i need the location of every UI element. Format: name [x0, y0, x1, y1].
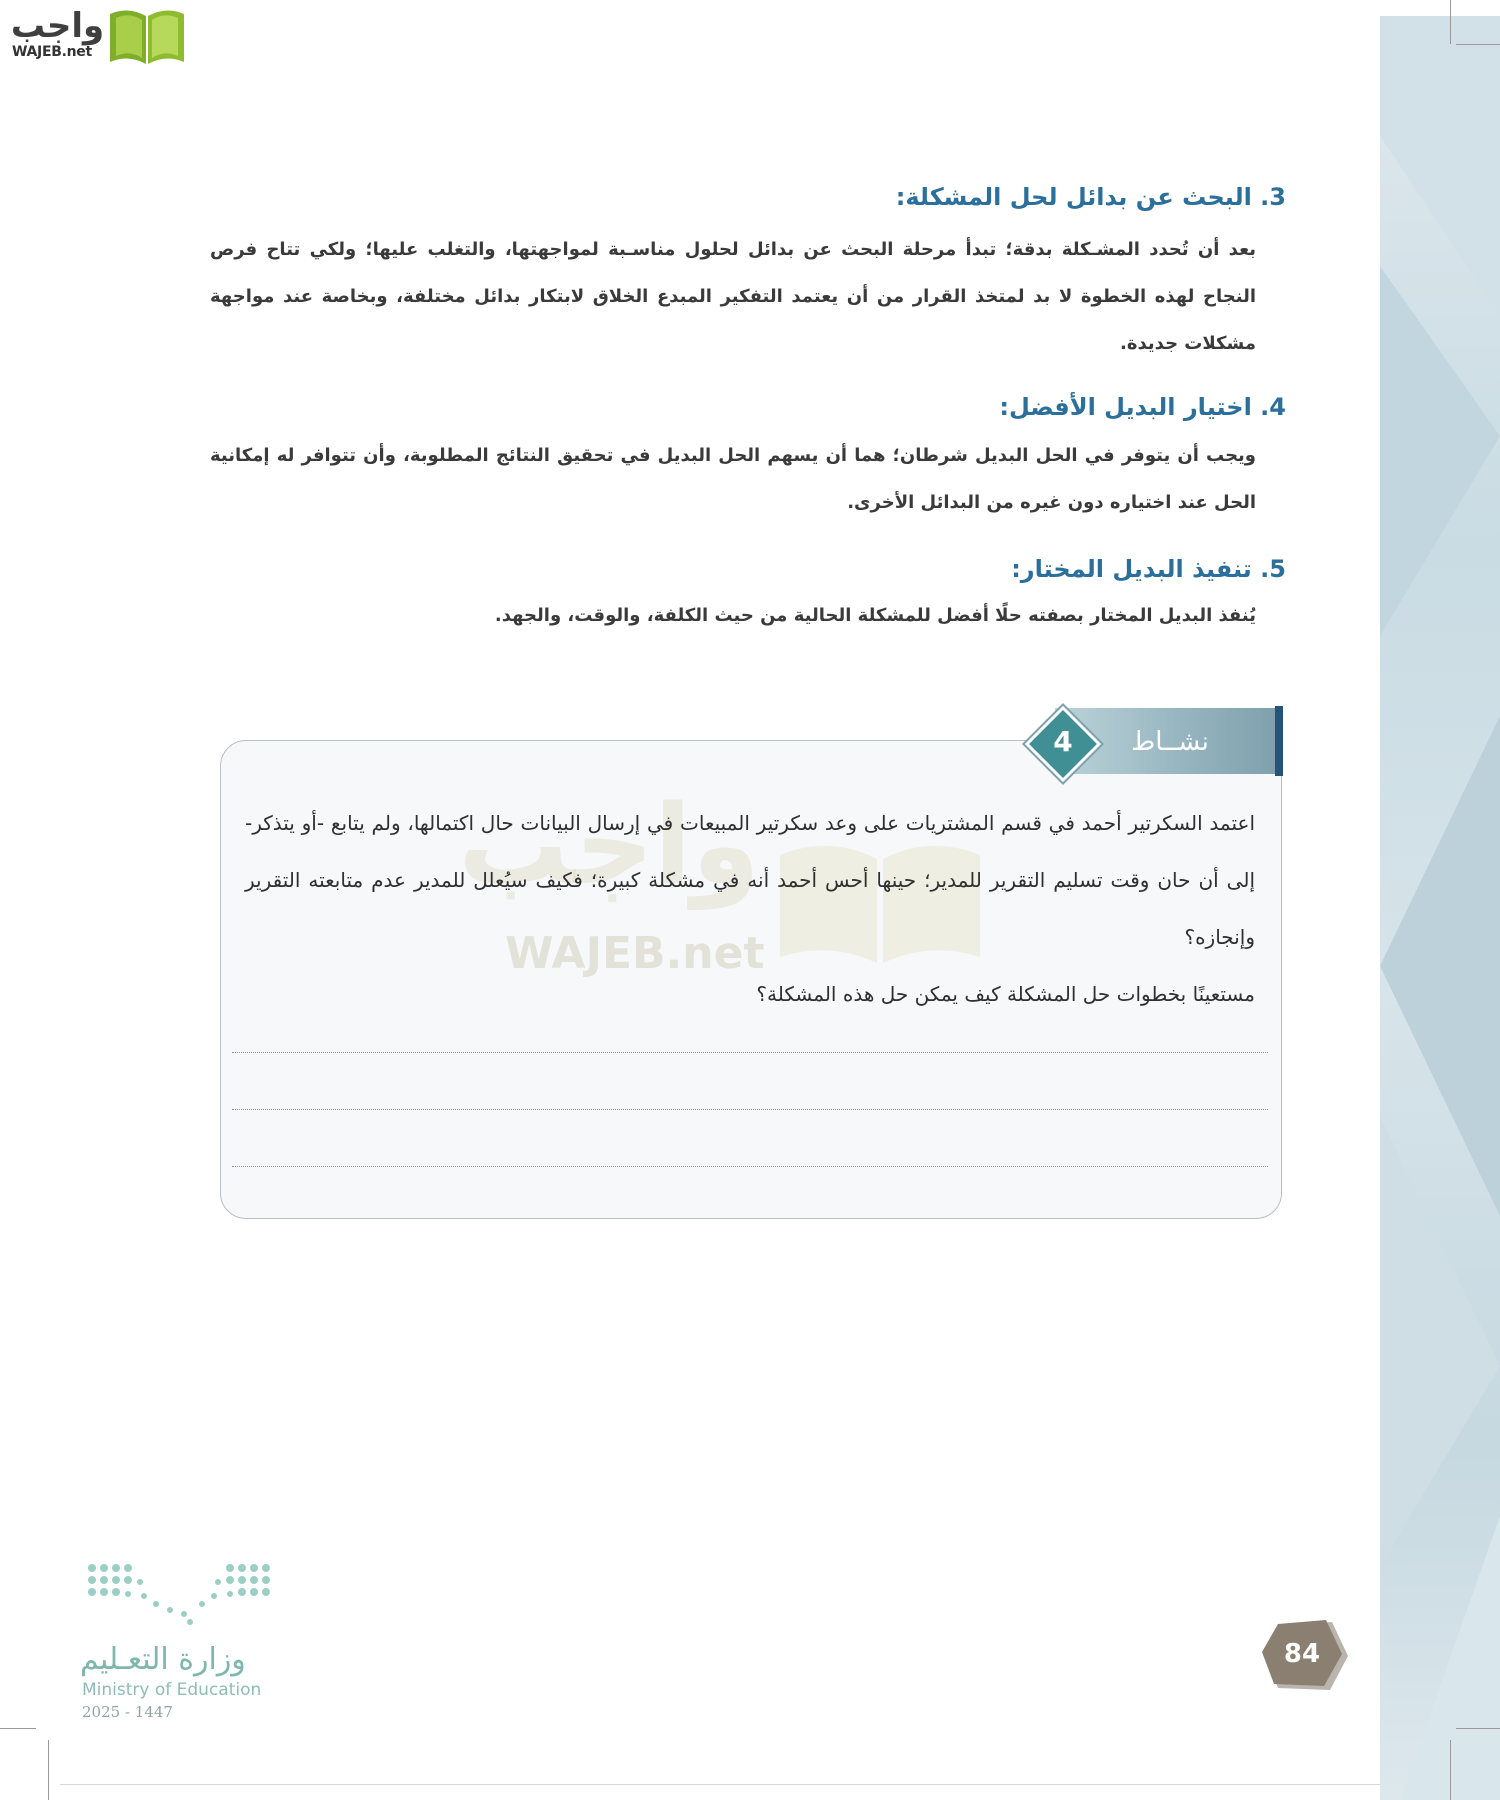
- section-4-heading: 4. اختيار البديل الأفضل:: [999, 393, 1286, 421]
- section-4-paragraph: ويجب أن يتوفر في الحل البديل شرطان؛ هما أن يسهم الحل البديل في تحقيق النتائج المطلوبة، وأن تتوافر له إمكانية الحل عند اختياره دون غيره من البدائل الأخرى.: [210, 445, 1256, 513]
- section-3-paragraph: بعد أن تُحدد المشـكلة بدقة؛ تبدأ مرحلة البحث عن بدائل لحلول مناسـبة لمواجهتها، والتغلب عليها؛ ولكي تتاح فرص النجاح لهذه الخطوة لا بد لمتخذ القرار من أن يعتمد التفكير المبدع الخلاق لابتكار بدائل مختلفة، وبخاصة عند مواجهة مشكلات جديدة.: [210, 239, 1256, 354]
- activity-text-block: [245, 795, 1255, 1023]
- answer-line-3[interactable]: [232, 1166, 1268, 1167]
- site-logo-latin[interactable]: WAJEB.net: [12, 44, 92, 60]
- site-logo-arabic[interactable]: واجب: [10, 6, 105, 46]
- crop-mark: [1450, 1740, 1451, 1800]
- activity-label: نشــاط: [1131, 727, 1209, 757]
- crop-mark: [1450, 0, 1451, 44]
- section-3: [210, 180, 1286, 367]
- decorative-side-strip: [1380, 16, 1500, 1800]
- activity-number: 4: [1053, 725, 1073, 758]
- ministry-name-arabic: وزارة التعـليم: [80, 1642, 246, 1677]
- activity-question: مستعينًا بخطوات حل المشكلة كيف يمكن حل هذه المشكلة؟: [756, 982, 1255, 1006]
- crop-mark: [0, 1728, 36, 1729]
- page-number: 84: [1283, 1639, 1321, 1669]
- activity-scenario: اعتمد السكرتير أحمد في قسم المشتريات على وعد سكرتير المبيعات في إرسال البيانات حال اكتمالها، ولم يتابع -أو يتذكر- إلى أن حان وقت تسليم التقرير للمدير؛ حينها أحس أحمد أنه في مشكلة كبيرة؛ فكيف سيُعلل للمدير عدم متابعته التقرير وإنجازه؟: [245, 811, 1255, 949]
- section-5: [210, 552, 1286, 639]
- answer-line-2[interactable]: [232, 1109, 1268, 1110]
- crop-mark: [48, 1740, 49, 1800]
- ministry-year: 2025 - 1447: [82, 1703, 173, 1721]
- section-5-heading: 5. تنفيذ البديل المختار:: [1011, 555, 1286, 583]
- crop-mark: [1456, 1728, 1500, 1729]
- watermark-arabic: واجب: [458, 781, 760, 909]
- activity-tab-edge: [1275, 706, 1283, 776]
- ministry-name-english: Ministry of Education: [82, 1680, 262, 1700]
- book-logo-icon: [106, 4, 188, 66]
- watermark-latin: WAJEB.net: [505, 928, 765, 979]
- crop-mark: [1456, 44, 1500, 45]
- section-4: [210, 390, 1286, 526]
- section-3-heading: 3. البحث عن بدائل لحل المشكلة:: [895, 183, 1286, 211]
- ministry-logo-icon: [84, 1560, 274, 1630]
- answer-line-1[interactable]: [232, 1052, 1268, 1053]
- section-5-paragraph: يُنفذ البديل المختار بصفته حلًا أفضل للمشكلة الحالية من حيث الكلفة، والوقت، والجهد.: [494, 605, 1256, 626]
- strip-pattern: [1380, 16, 1500, 1800]
- page-bottom-rule: [60, 1784, 1380, 1785]
